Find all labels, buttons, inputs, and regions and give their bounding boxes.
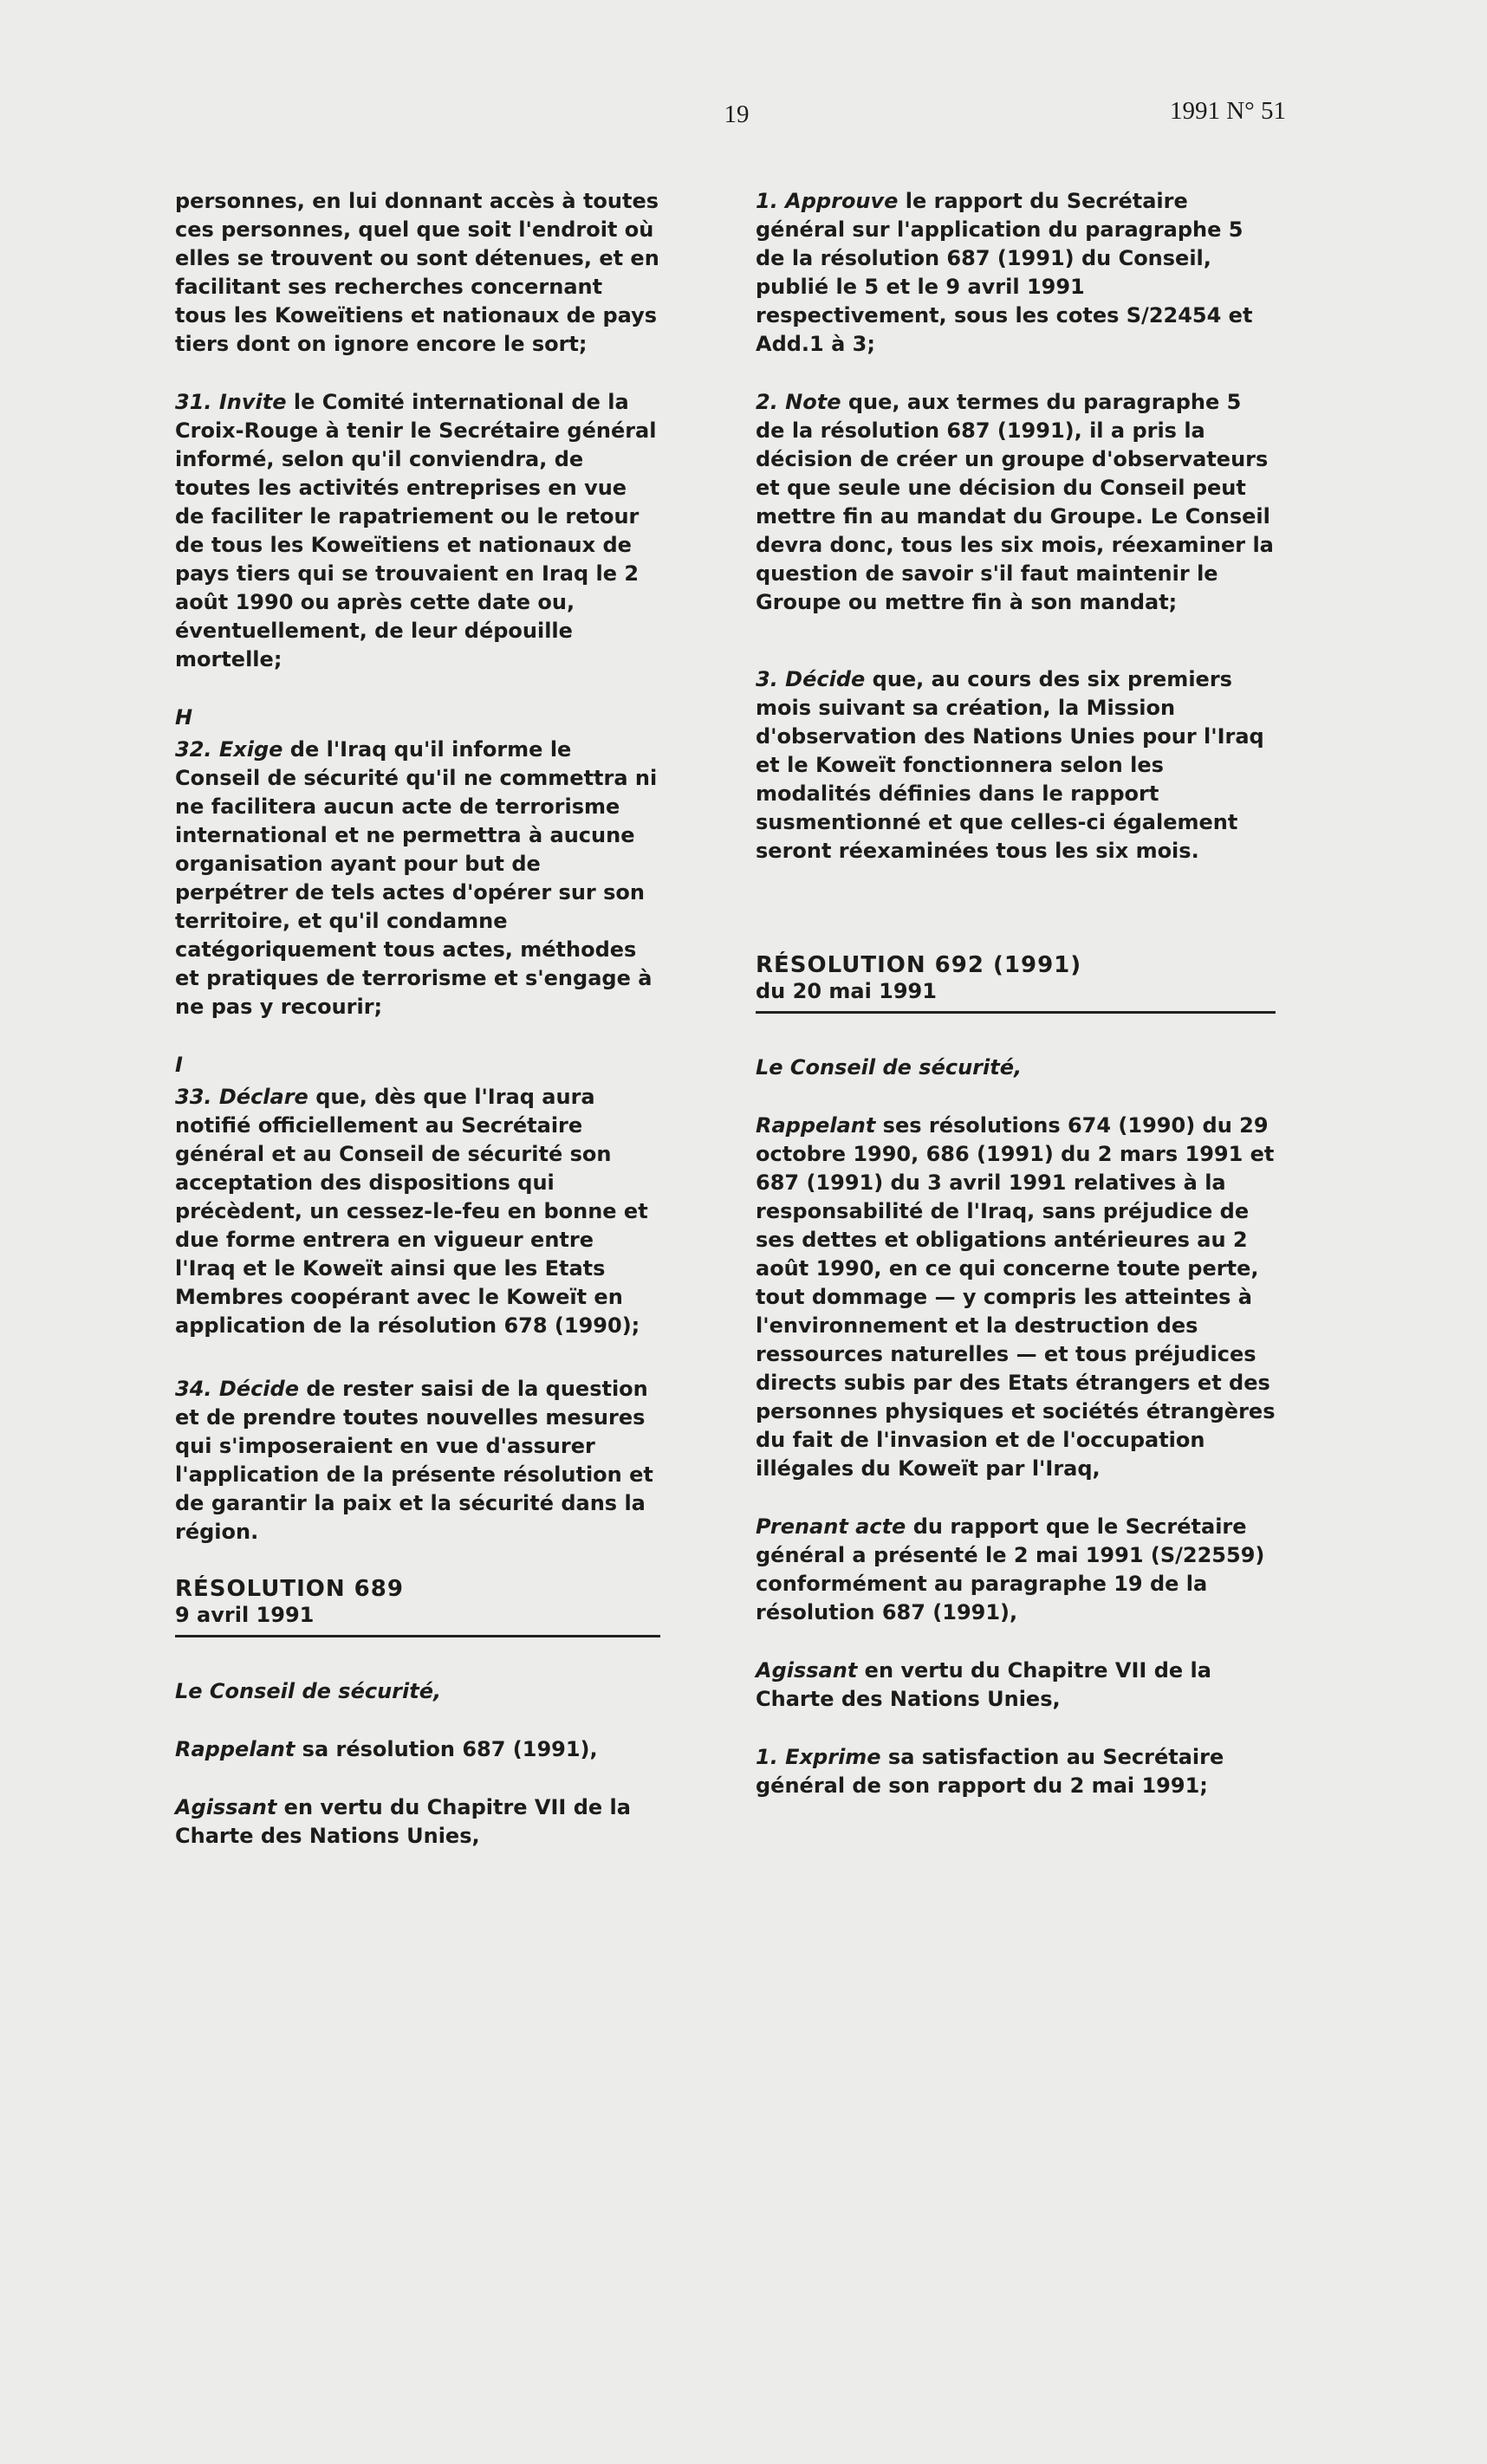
preamble-rappelant [756, 1112, 1276, 1483]
paragraph-text: de rester saisi de la question et de prendre toutes nouvelles mesures qui s'imposeraient en vue d'assurer l'application de la présente résolution et de garantir la paix et la sécurité dans la région. [175, 1377, 653, 1544]
preamble-text: en vertu du Chapitre VII de la Charte des Nations Unies, [175, 1795, 631, 1848]
operative-verb: 1. Approuve [756, 189, 899, 213]
operative-verb: 31. Invite [175, 390, 287, 414]
section-letter-h: H [175, 705, 193, 729]
resolution-689-heading [175, 1576, 660, 1637]
paragraph-34 [175, 1375, 660, 1546]
operative-verb: 2. Note [756, 390, 841, 414]
resolution-date: 9 avril 1991 [175, 1603, 315, 1627]
preamble-verb: Agissant [756, 1658, 858, 1683]
operative-verb: 34. Décide [175, 1377, 299, 1401]
council-heading: Le Conseil de sécurité, [175, 1679, 442, 1703]
paragraph-3-decide [756, 665, 1276, 866]
section-letter-i: I [175, 1053, 183, 1077]
paragraph-32 [175, 736, 660, 1021]
page-number: 19 [724, 101, 750, 128]
preamble-verb: Prenant acte [756, 1514, 906, 1539]
council-heading: Le Conseil de sécurité, [756, 1055, 1023, 1080]
operative-verb: 3. Décide [756, 667, 866, 691]
paragraph-text: sa satisfaction au Secrétaire général de son rapport du 2 mai 1991; [756, 1745, 1224, 1798]
resolution-692-heading [756, 952, 1276, 1014]
preamble-verb: Rappelant [175, 1737, 295, 1761]
preamble-verb: Agissant [175, 1795, 277, 1819]
operative-verb: 33. Déclare [175, 1085, 308, 1109]
preamble-text: sa résolution 687 (1991), [295, 1737, 598, 1761]
preamble-verb: Rappelant [756, 1113, 876, 1138]
operative-verb: 1. Exprime [756, 1745, 881, 1769]
preamble-agissant [175, 1793, 660, 1851]
preamble-text: en vertu du Chapitre VII de la Charte des Nations Unies, [756, 1658, 1211, 1711]
paragraph-text: que, dès que l'Iraq aura notifié officiellement au Secrétaire général et au Conseil de sécurité son acceptation des dispositions qui précèdent, un cessez-le-feu en bonne et due forme entrera en vigueur entre l'Iraq et le Koweït ainsi que les Etats Membres coopérant avec le Koweït en application de la résolution 678 (1990); [175, 1085, 648, 1338]
paragraph-text: que, au cours des six premiers mois suivant sa création, la Mission d'observation des Nations Unies pour l'Iraq et le Koweït fonctionnera selon les modalités définies dans le rapport susmentionné et que celles-ci également seront réexaminées tous les six mois. [756, 667, 1264, 863]
operative-verb: 32. Exige [175, 737, 283, 762]
paragraph-31 [175, 388, 660, 674]
resolution-date: du 20 mai 1991 [756, 979, 937, 1003]
preamble-agissant [756, 1657, 1276, 1714]
preamble-rappelant [175, 1735, 660, 1764]
preamble-text: ses résolutions 674 (1990) du 29 octobre 1990, 686 (1991) du 2 mars 1991 et 687 (1991) du 3 avril 1991 relatives à la responsabilité de l'Iraq, sans préjudice de ses dettes et obligations antérieures au 2 août 1990, en ce qui concerne toute perte, tout dommage — y compris les atteintes à l'environnement et la destruction des ressources naturelles — et tous préjudices directs subis par des Etats étrangers et des personnes physiques et sociétés étrangères du fait de l'invasion et de l'occupation illégales du Koweït par l'Iraq, [756, 1113, 1276, 1481]
paragraph-text: de l'Iraq qu'il informe le Conseil de sécurité qu'il ne commettra ni ne facilitera aucun acte de terrorisme international et ne permettra à aucune organisation ayant pour but de perpétrer de tels actes d'opérer sur son territoire, et qu'il condamne catégoriquement tous actes, méthodes et pratiques de terrorisme et s'engage à ne pas y recourir; [175, 737, 658, 1019]
paragraph-text: le rapport du Secrétaire général sur l'application du paragraphe 5 de la résolution 687 (1991) du Conseil, publié le 5 et le 9 avril 1991 respectivement, sous les cotes S/22454 et Add.1 à 3; [756, 189, 1253, 356]
right-column [756, 187, 1276, 1830]
paragraph-1-approuve [756, 187, 1276, 359]
paragraph-33 [175, 1083, 660, 1340]
issue-reference: 1991 N° 51 [1169, 97, 1286, 125]
preamble-prenant-acte [756, 1513, 1276, 1627]
paragraph-text: le Comité international de la Croix-Rouge à tenir le Secrétaire général informé, selon qu'il conviendra, de toutes les activités entreprises en vue de faciliter le rapatriement ou le retour de tous les Koweïtiens et nationaux de pays tiers qui se trouvaient en Iraq le 2 août 1990 ou après cette date ou, éventuellement, de leur dépouille mortelle; [175, 390, 657, 671]
paragraph-2-note [756, 388, 1276, 617]
paragraph-continued: personnes, en lui donnant accès à toutes ces personnes, quel que soit l'endroit où elles se trouvent ou sont détenues, et en facilitant ses recherches concernant tous les Koweïtiens et nationaux de pays tiers dont on ignore encore le sort; [175, 189, 659, 356]
resolution-title: RÉSOLUTION 689 [175, 1576, 404, 1602]
paragraph-text: que, aux termes du paragraphe 5 de la résolution 687 (1991), il a pris la décision de créer un groupe d'observateurs et que seule une décision du Conseil peut mettre fin au mandat du Groupe. Le Conseil devra donc, tous les six mois, réexaminer la question de savoir s'il faut maintenir le Groupe ou mettre fin à son mandat; [756, 390, 1274, 614]
preamble-text: du rapport que le Secrétaire général a présenté le 2 mai 1991 (S/22559) conformément au paragraphe 19 de la résolution 687 (1991), [756, 1514, 1265, 1624]
resolution-title: RÉSOLUTION 692 (1991) [756, 952, 1082, 978]
paragraph-1-exprime [756, 1743, 1276, 1800]
left-column [175, 187, 660, 1880]
